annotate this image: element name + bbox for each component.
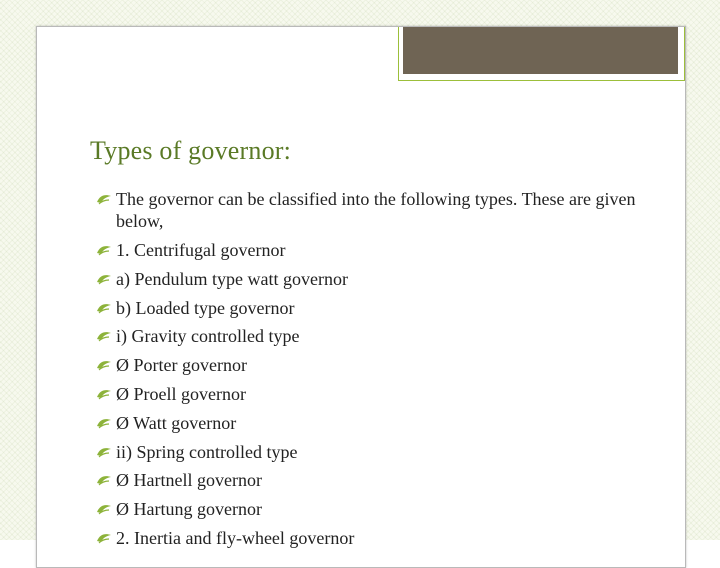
bullet-text: b) Loaded type governor — [116, 297, 295, 318]
fleuron-bullet-icon — [96, 273, 112, 285]
accent-block — [403, 27, 678, 74]
fleuron-bullet-icon — [96, 474, 112, 486]
fleuron-bullet-icon — [96, 244, 112, 256]
bullet-text: Ø Hartung governor — [116, 499, 262, 520]
fleuron-bullet-icon — [96, 359, 112, 371]
bullet-text: a) Pendulum type watt governor — [116, 268, 348, 289]
bullet-text: Ø Proell governor — [116, 383, 246, 404]
fleuron-bullet-icon — [96, 330, 112, 342]
bullet-item — [96, 380, 656, 409]
fleuron-bullet-icon — [96, 417, 112, 429]
bullet-text: The governor can be classified into the following types. These are given below, — [116, 189, 636, 231]
bullet-item — [96, 294, 656, 323]
bullet-text: Ø Watt governor — [116, 412, 237, 433]
fleuron-bullet-icon — [96, 532, 112, 544]
fleuron-bullet-icon — [96, 388, 112, 400]
slide-title: Types of governor: — [90, 136, 292, 165]
fleuron-bullet-icon — [96, 193, 112, 205]
bullet-item — [96, 351, 656, 380]
bullet-text: 1. Centrifugal governor — [116, 240, 286, 260]
bullet-text: ii) Spring controlled type — [116, 441, 298, 462]
fleuron-bullet-icon — [96, 503, 112, 515]
bullet-item — [96, 236, 656, 265]
bullet-text: Ø Porter governor — [116, 355, 247, 376]
bullet-item — [96, 186, 656, 236]
bullet-list — [96, 186, 656, 553]
bullet-item — [96, 322, 656, 351]
bullet-text: i) Gravity controlled type — [116, 326, 300, 347]
fleuron-bullet-icon — [96, 446, 112, 458]
bullet-text: 2. Inertia and fly-wheel governor — [116, 527, 355, 548]
bullet-text: Ø Hartnell governor — [116, 470, 262, 491]
bullet-item — [96, 466, 656, 495]
bullet-item — [96, 265, 656, 294]
bullet-item — [96, 495, 656, 524]
bullet-item — [96, 438, 656, 467]
bullet-item — [96, 524, 656, 553]
bullet-item — [96, 409, 656, 438]
fleuron-bullet-icon — [96, 302, 112, 314]
